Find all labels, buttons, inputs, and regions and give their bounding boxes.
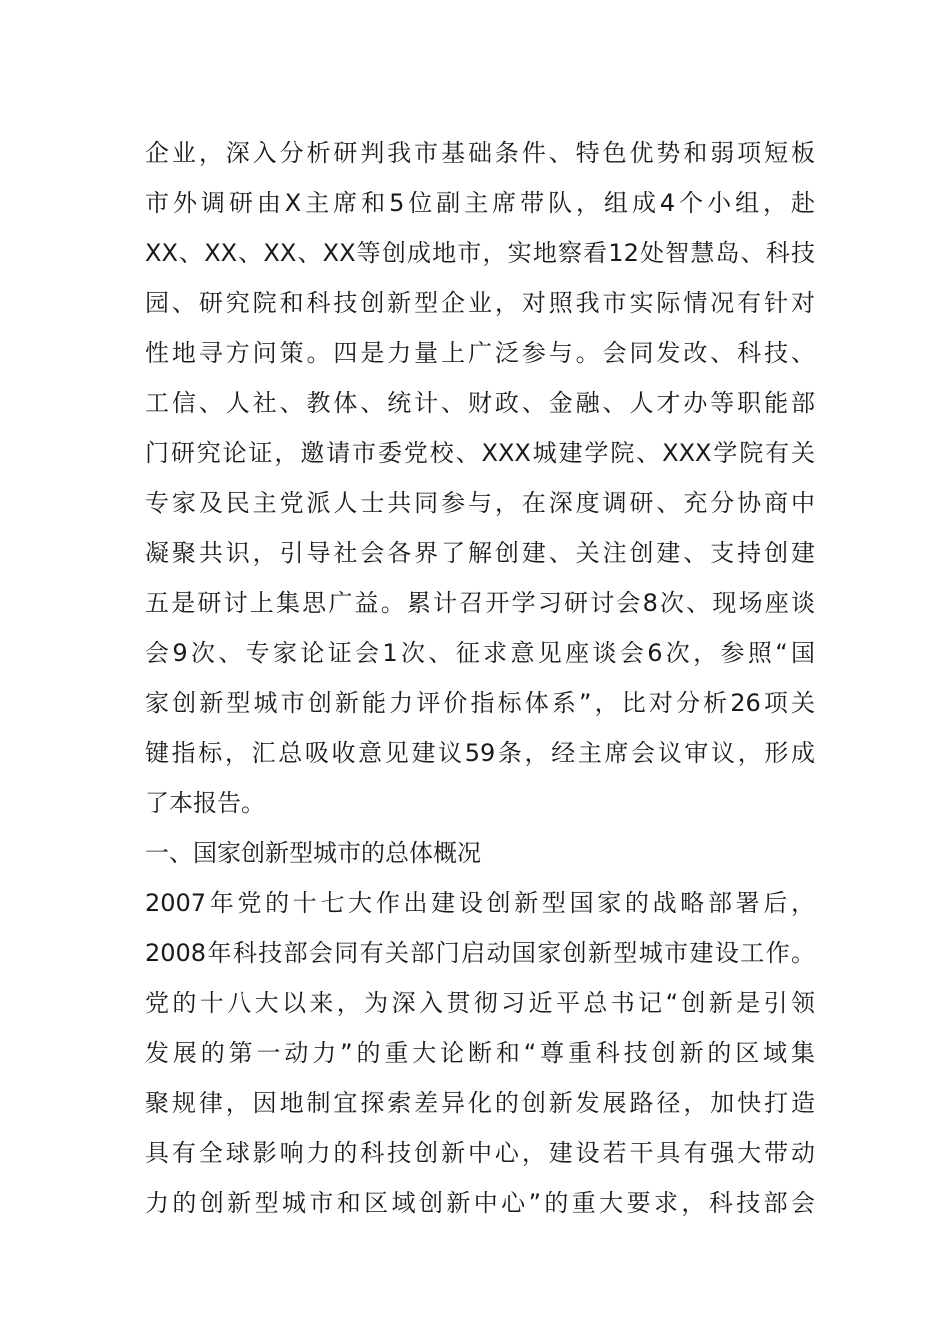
text-line: 性地寻方问策。四是力量上广泛参与。会同发改、科技、 — [145, 339, 815, 367]
text-line: 2007年党的十七大作出建设创新型国家的战略部署后， — [145, 889, 815, 917]
section-heading: 一、国家创新型城市的总体概况 — [145, 839, 481, 867]
text-line: 2008年科技部会同有关部门启动国家创新型城市建设工作。 — [145, 939, 815, 967]
text-line: 工信、人社、教体、统计、财政、金融、人才办等职能部 — [145, 389, 815, 417]
text-line: 企业，深入分析研判我市基础条件、特色优势和弱项短板 — [145, 139, 815, 167]
text-line: 家创新型城市创新能力评价指标体系”，比对分析26项关 — [145, 689, 815, 717]
text-line: 会9次、专家论证会1次、征求意见座谈会6次，参照“国 — [145, 639, 815, 667]
text-line: 门研究论证，邀请市委党校、XXX城建学院、XXX学院有关 — [145, 439, 815, 467]
text-line: 聚规律，因地制宜探索差异化的创新发展路径，加快打造 — [145, 1089, 815, 1117]
text-line: 了本报告。 — [145, 789, 265, 817]
text-line: XX、XX、XX、XX等创成地市，实地察看12处智慧岛、科技 — [145, 239, 815, 267]
text-line: 力的创新型城市和区域创新中心”的重大要求，科技部会 — [145, 1189, 815, 1217]
text-line: 专家及民主党派人士共同参与，在深度调研、充分协商中 — [145, 489, 815, 517]
body-text — [145, 128, 815, 1228]
text-line: 发展的第一动力”的重大论断和“尊重科技创新的区域集 — [145, 1039, 815, 1067]
text-line: 五是研讨上集思广益。累计召开学习研讨会8次、现场座谈 — [145, 589, 815, 617]
text-line: 具有全球影响力的科技创新中心，建设若干具有强大带动 — [145, 1139, 815, 1167]
text-line: 市外调研由X主席和5位副主席带队，组成4个小组，赴 — [145, 189, 815, 217]
text-line: 园、研究院和科技创新型企业，对照我市实际情况有针对 — [145, 289, 815, 317]
text-line: 凝聚共识，引导社会各界了解创建、关注创建、支持创建 — [145, 539, 815, 567]
text-line: 党的十八大以来，为深入贯彻习近平总书记“创新是引领 — [145, 989, 815, 1017]
text-line: 键指标，汇总吸收意见建议59条，经主席会议审议，形成 — [145, 739, 815, 767]
